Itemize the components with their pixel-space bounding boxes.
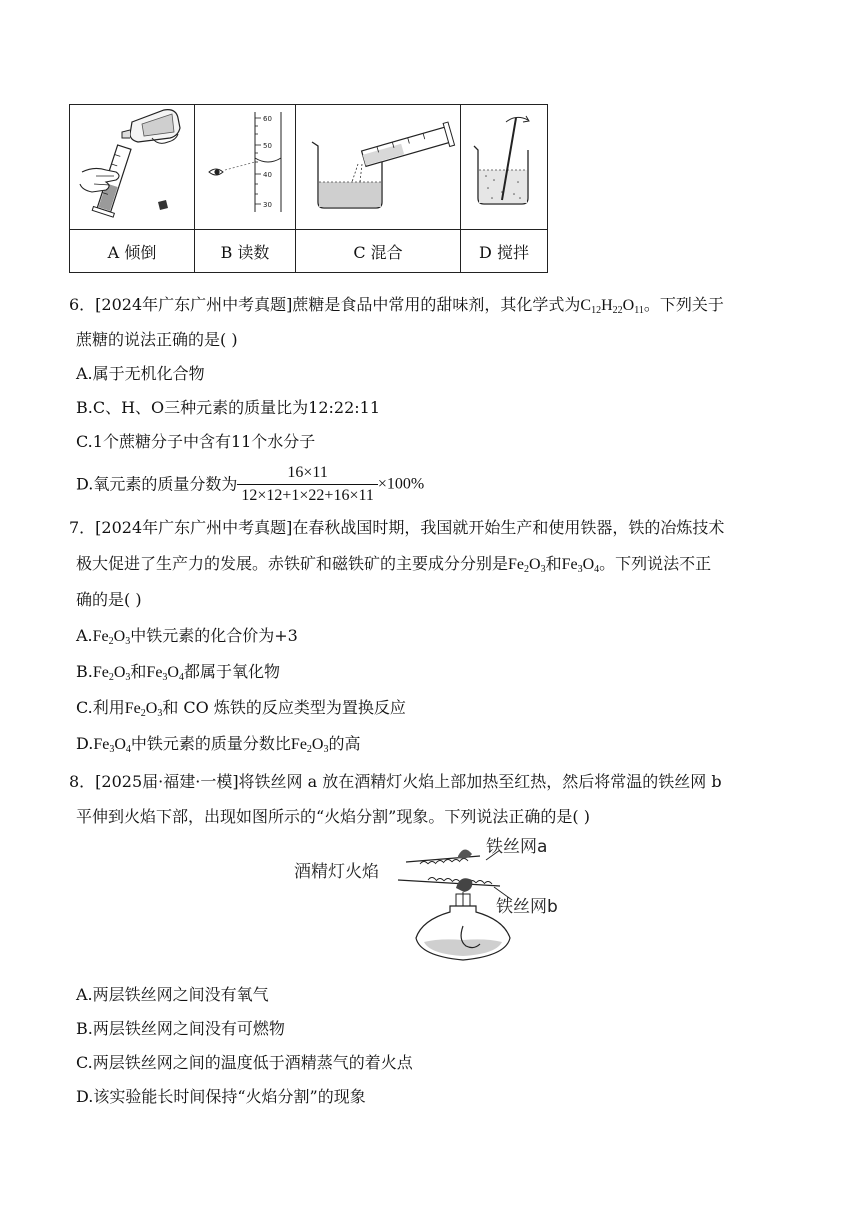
label-read: B 读数 bbox=[195, 230, 296, 273]
formula-fe2o3: $Fe_2O_3$ bbox=[92, 628, 131, 647]
cell-read-image bbox=[195, 105, 296, 230]
q6-option-d bbox=[76, 464, 424, 505]
cell-stir-image bbox=[461, 105, 548, 230]
q7-stem-line1: 7．[2024年广东广州中考真题]在春秋战国时期，我国就开始生产和使用铁器，铁的冶炼技术 bbox=[69, 518, 725, 537]
q6-stem-line1 bbox=[69, 293, 724, 323]
q7-stem-tail: 。下列说法不正 bbox=[599, 554, 712, 573]
q6-option-c: C.1个蔗糖分子中含有11个水分子 bbox=[76, 432, 316, 451]
reading-illustration bbox=[197, 106, 293, 224]
flame-label: 酒精灯火焰 bbox=[294, 862, 379, 882]
cell-mix-image bbox=[296, 105, 461, 230]
q6-option-b: B.C、H、O三种元素的质量比为12:22:11 bbox=[76, 398, 381, 417]
fraction-percent: ×100% bbox=[377, 475, 425, 493]
q7-option-b: $B.Fe_2O_3$和$Fe_3O_4$都属于氧化物 bbox=[76, 662, 280, 683]
q7-option-a: $A.Fe_2O_3$中铁元素的化合价为+3 bbox=[76, 626, 298, 647]
q7-option-c: C.利用$Fe_2O_3$和 CO 炼铁的反应类型为置换反应 bbox=[76, 698, 406, 719]
experiment-table bbox=[69, 104, 548, 273]
q8-option-b: B.两层铁丝网之间没有可燃物 bbox=[76, 1019, 285, 1038]
fraction-denominator: 12×12+1×22+16×11 bbox=[241, 487, 374, 504]
pouring-illustration bbox=[72, 106, 192, 224]
q8-option-d: D.该实验能长时间保持“火焰分割”的现象 bbox=[76, 1087, 366, 1106]
formula-fe2o3: $Fe_2O_3$ bbox=[290, 736, 329, 755]
mesh-a-label: 铁丝网a bbox=[486, 837, 548, 857]
fraction-numerator: 16×11 bbox=[237, 464, 378, 485]
stirring-illustration bbox=[462, 106, 546, 224]
formula-fe3o4: $Fe_3O_4$ bbox=[561, 556, 600, 575]
q8-stem-line1: 8．[2025届·福建·一模]将铁丝网 a 放在酒精灯火焰上部加热至红热，然后将常温的铁丝网 b bbox=[69, 772, 722, 791]
formula-h: H bbox=[601, 297, 613, 314]
tick-30: 30 bbox=[263, 201, 272, 209]
label-pour: A 倾倒 bbox=[70, 230, 195, 273]
mixing-illustration bbox=[298, 106, 458, 224]
q7-stem-text: 极大促进了生产力的发展。赤铁矿和磁铁矿的主要成分分别是 bbox=[76, 554, 509, 573]
formula-o: O bbox=[622, 297, 635, 314]
cell-pour-image bbox=[70, 105, 195, 230]
flame-split-diagram bbox=[290, 830, 580, 970]
q6-stem-tail: 。下列关于 bbox=[643, 295, 724, 314]
tick-50: 50 bbox=[263, 142, 272, 150]
formula-h-sub: 22 bbox=[612, 305, 623, 316]
q7-option-d: $D.Fe_3O_4$中铁元素的质量分数比$Fe_2O_3$的高 bbox=[76, 734, 361, 755]
q8-stem-line2: 平伸到火焰下部，出现如图所示的“火焰分割”现象。下列说法正确的是( ) bbox=[76, 807, 590, 826]
mass-fraction bbox=[237, 464, 378, 505]
formula-fe2o3: $Fe_2O_3$ bbox=[92, 664, 131, 683]
formula-c: C bbox=[580, 297, 592, 314]
q7-stem-line3: 确的是( ) bbox=[76, 590, 142, 609]
formula-fe3o4: $Fe_3O_4$ bbox=[146, 664, 184, 683]
q6-option-a: A.属于无机化合物 bbox=[76, 364, 205, 383]
q6-option-d-text: D.氧元素的质量分数为 bbox=[76, 474, 238, 494]
formula-fe3o4: $Fe_3O_4$ bbox=[93, 736, 131, 755]
label-stir: D 搅拌 bbox=[461, 230, 548, 273]
formula-fe2o3: $Fe_2O_3$ bbox=[508, 556, 546, 575]
q8-option-c: C.两层铁丝网之间的温度低于酒精蒸气的着火点 bbox=[76, 1053, 413, 1072]
formula-o-sub: 11 bbox=[634, 305, 644, 316]
q8-option-a: A.两层铁丝网之间没有氧气 bbox=[76, 985, 269, 1004]
q7-stem-line2 bbox=[76, 552, 711, 582]
sucrose-formula bbox=[580, 297, 643, 314]
formula-fe2o3: $Fe_2O_3$ bbox=[124, 700, 163, 719]
tick-40: 40 bbox=[263, 171, 272, 179]
q6-stem-text: 6．[2024年广东广州中考真题]蔗糖是食品中常用的甜味剂，其化学式为 bbox=[69, 295, 581, 314]
formula-c-sub: 12 bbox=[591, 305, 602, 316]
tick-60: 60 bbox=[263, 115, 272, 123]
label-mix: C 混合 bbox=[296, 230, 461, 273]
q7-and: 和 bbox=[545, 554, 562, 573]
q6-stem-line2: 蔗糖的说法正确的是( ) bbox=[76, 330, 238, 349]
mesh-b-label: 铁丝网b bbox=[496, 897, 558, 917]
